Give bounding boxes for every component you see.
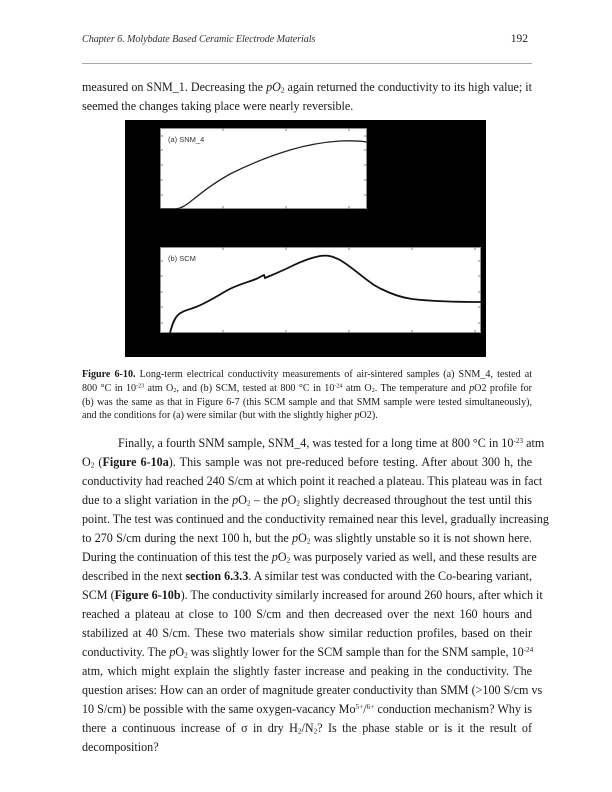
text-run: slightly decreased throughout the test until this (299, 493, 532, 507)
text-run: seemed the changes taking place were nearly reversible. (82, 99, 354, 113)
text-run: atm O (342, 382, 372, 394)
text-run: and the conditions for (a) were similar (but with the slightly higher (82, 410, 355, 422)
subscript: 2 (246, 499, 251, 508)
text-run: 800 °C in 10 (82, 382, 137, 394)
text-run: /N (301, 721, 314, 735)
text-run: O (238, 493, 247, 507)
text-run: measured on SNM_1. Decreasing the (82, 80, 267, 94)
subscript: 2 (371, 388, 375, 394)
text-run: decomposition? (82, 740, 159, 754)
text-run: conductivity. The (82, 645, 170, 659)
text-run: due to a slight variation in the (82, 493, 233, 507)
superscript: 5+ (355, 703, 364, 712)
caption-line (82, 409, 532, 423)
text-run: / (363, 702, 367, 716)
superscript: -23 (136, 383, 145, 390)
text-run: p (354, 410, 360, 422)
text-line (82, 624, 532, 643)
text-run: atm (523, 436, 545, 450)
text-run: Finally, a fourth SNM sample, SNM_4, was tested for a long time at 800 °C in 10 (118, 436, 514, 450)
panel-label-b: (b) SCM (168, 254, 196, 263)
subscript: 2 (173, 388, 177, 394)
text-line (82, 78, 532, 97)
text-line (82, 662, 532, 681)
text-line (82, 529, 532, 548)
text-run: p (232, 493, 239, 507)
text-run: ). The conductivity similarly increased for around 260 hours, after which it (180, 588, 543, 602)
text-run: SCM ( (82, 588, 115, 602)
text-run: pO (266, 80, 281, 94)
text-run: conductivity had reached 240 S/cm at which point it reached a plateau. This plateau was in fact (82, 474, 543, 488)
subscript: 2 (184, 651, 188, 660)
text-run: was slightly unstable so it is not shown here. (310, 531, 532, 545)
paragraph-continued (82, 78, 532, 116)
chart-plot-b (160, 247, 481, 333)
text-run: stabilized at 40 S/cm. These two materials show similar reduction profiles, based on their (82, 626, 532, 640)
chapter-title: Chapter 6. Molybdate Based Ceramic Electrode Materials (82, 34, 316, 45)
text-line (82, 510, 549, 529)
figure-reference: Figure 6-10. (82, 369, 136, 380)
superscript: -24 (523, 646, 534, 655)
text-line (82, 453, 532, 472)
text-run: . A similar test was conducted with the Co-bearing variant, (248, 569, 533, 583)
text-line (82, 681, 543, 700)
figure-link-6-10b[interactable]: Figure 6-10b (114, 588, 181, 602)
paragraph-main (82, 434, 549, 757)
subscript: 2 (313, 727, 318, 736)
text-run: During the continuation of this test the (82, 550, 272, 564)
page-number: 192 (510, 33, 528, 45)
figure-caption (82, 368, 532, 423)
text-run: to 270 S/cm during the next 100 h, but the (82, 531, 293, 545)
text-run: question arises: How can an order of magnitude greater conductivity than SMM (>100 S/cm vs (82, 683, 543, 697)
text-run: atm, which might explain the slightly faster increase and peaking in the conductivity. The (82, 664, 532, 678)
text-line (82, 567, 532, 586)
text-line (82, 97, 532, 116)
text-run: point. The test was continued and the conductivity remained near this level, gradually increasing (82, 512, 549, 526)
text-run: O (298, 531, 307, 545)
header-divider (82, 63, 532, 64)
text-run: p (281, 493, 288, 507)
chart-panel-b (160, 247, 481, 333)
text-run: p (271, 550, 278, 564)
text-line (82, 548, 537, 567)
subscript: 2 (296, 499, 300, 508)
subscript: 2 (297, 727, 302, 736)
text-run: O (175, 645, 185, 659)
subscript: 2 (280, 86, 285, 95)
text-run: p (292, 531, 299, 545)
text-run: – the (250, 493, 282, 507)
text-run: p (469, 382, 475, 394)
text-run: ( (94, 455, 103, 469)
text-line (82, 719, 532, 738)
chart-panel-a (160, 128, 367, 209)
text-run: ). This sample was not pre-reduced before testing. After about 300 h, the (168, 455, 532, 469)
text-run: O (287, 493, 297, 507)
text-line (82, 643, 532, 662)
text-line (82, 586, 543, 605)
caption-line (82, 382, 532, 396)
text-run: . The temperature and (374, 382, 470, 394)
caption-line (82, 368, 532, 382)
superscript: -23 (513, 437, 524, 446)
caption-line (82, 396, 532, 410)
subscript: 2 (306, 537, 311, 546)
text-run: , and (b) SCM, tested at 800 °C in 10 (176, 382, 335, 394)
superscript: 6+ (366, 703, 375, 712)
figure-6-10 (125, 120, 486, 357)
text-run: 10 S/cm) be possible with the same oxygen-vacancy Mo (82, 702, 356, 716)
text-line (82, 700, 532, 719)
text-run: was purposely varied as well, and these results are (290, 550, 537, 564)
panel-label-a: (a) SNM_4 (168, 135, 205, 144)
text-run: again returned the conductivity to its high value; it (284, 80, 533, 94)
text-run: there a continuous increase of σ in dry H (82, 721, 298, 735)
text-run: O2 profile for (474, 382, 532, 394)
text-run: ? Is the phase stable or is it the result of (317, 721, 532, 735)
superscript: -24 (334, 383, 343, 390)
text-line (82, 472, 543, 491)
text-line (82, 434, 545, 453)
text-run: reached a plateau at close to 100 S/cm and then decreased over the next 160 hours and (82, 607, 532, 621)
text-run: was slightly lower for the SCM sample than for the SNM sample, 10 (187, 645, 524, 659)
text-run: conduction mechanism? Why is (374, 702, 532, 716)
text-run: (b) was the same as that in Figure 6-7 (this SCM sample and that SMM sample were tested simultaneously), (82, 396, 532, 408)
text-run: Long-term electrical conductivity measurements of air-sintered samples (a) SNM_4, tested at (135, 369, 532, 380)
text-line (82, 491, 532, 510)
section-link-6-3-3[interactable]: section 6.3.3 (185, 569, 249, 583)
figure-link-6-10a[interactable]: Figure 6-10a (102, 455, 169, 469)
text-run: O (277, 550, 287, 564)
text-run: O2). (359, 410, 378, 422)
text-run: O (82, 455, 91, 469)
subscript: 2 (90, 461, 95, 470)
subscript: 2 (286, 556, 291, 565)
text-run: described in the next (82, 569, 186, 583)
text-line (82, 738, 532, 757)
text-run: p (169, 645, 176, 659)
text-line (82, 605, 532, 624)
text-run: atm O (144, 382, 174, 394)
running-header (82, 34, 532, 50)
